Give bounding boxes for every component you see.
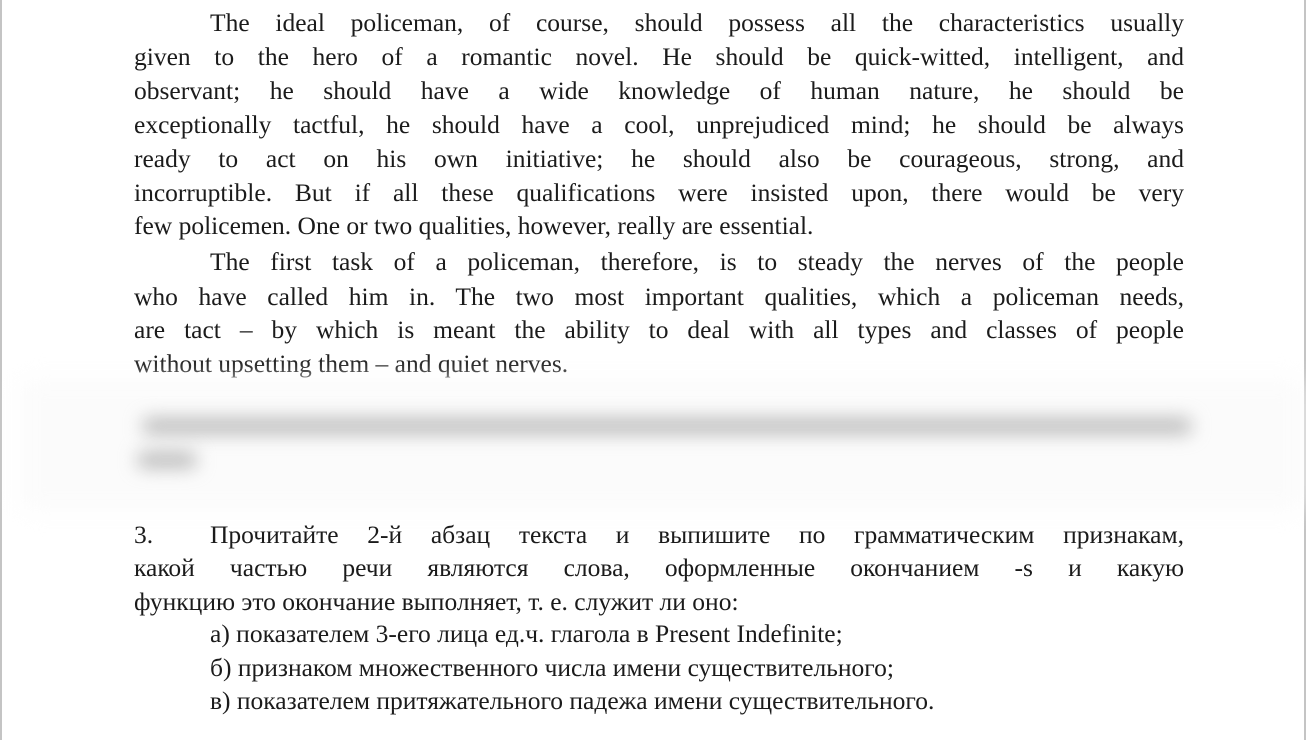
paragraph-1-line: incorruptible. But if all these qualifications were insisted upon, there would be very xyxy=(134,178,1184,207)
task-3-line: Прочитайте 2-й абзац текста и выпишите по грамматическим признакам, xyxy=(210,520,1184,549)
paragraph-1-line: The ideal policeman, of course, should possess all the characteristics usually xyxy=(210,8,1184,37)
blurred-text-line xyxy=(137,452,197,468)
paragraph-2-line: without upsetting them – and quiet nerves. xyxy=(134,349,569,378)
blurred-region xyxy=(22,380,1302,510)
paragraph-1-line: few policemen. One or two qualities, however, really are essential. xyxy=(134,211,814,240)
option-b: б) признаком множественного числа имени существительного; xyxy=(210,653,894,682)
option-a: а) показателем 3-его лица ед.ч. глагола в Present Indefinite; xyxy=(210,619,843,648)
paragraph-1-line: ready to act on his own initiative; he should also be courageous, strong, and xyxy=(134,144,1184,173)
paragraph-2-line: are tact – by which is meant the ability to deal with all types and classes of people xyxy=(134,315,1184,344)
task-3-line: функцию это окончание выполняет, т. е. служит ли оно: xyxy=(134,587,739,616)
option-c: в) показателем притяжательного падежа имени существительного. xyxy=(210,686,935,715)
paragraph-1-line: exceptionally tactful, he should have a cool, unprejudiced mind; he should be always xyxy=(134,110,1184,139)
paragraph-1-line: observant; he should have a wide knowledge of human nature, he should be xyxy=(134,76,1184,105)
paragraph-1-line: given to the hero of a romantic novel. He should be quick-witted, intelligent, and xyxy=(134,42,1184,71)
blurred-text-line xyxy=(142,418,1192,434)
task-number: 3. xyxy=(134,520,154,549)
paragraph-2-line: The first task of a policeman, therefore, is to steady the nerves of the people xyxy=(210,247,1184,276)
task-3-line: какой частью речи являются слова, оформленные окончанием -s и какую xyxy=(134,553,1184,582)
paragraph-2-line: who have called him in. The two most important qualities, which a policeman needs, xyxy=(134,282,1184,311)
